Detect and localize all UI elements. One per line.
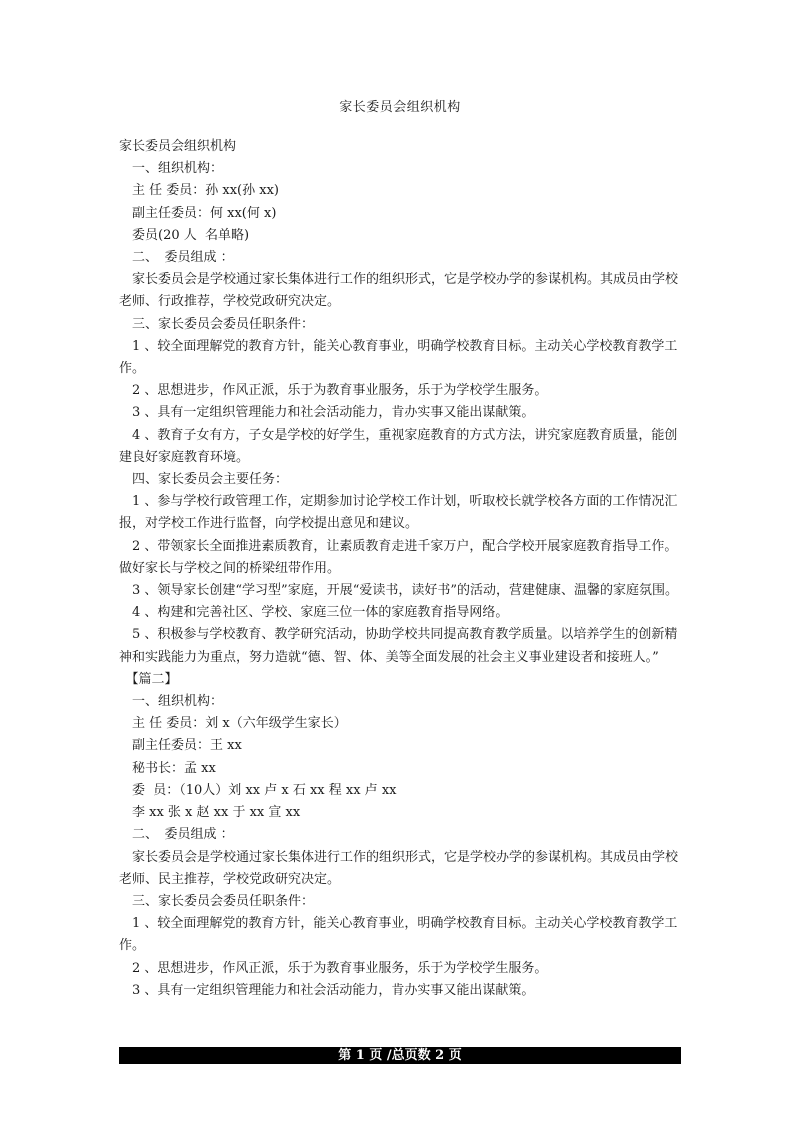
body-paragraph: 家长委员会是学校通过家长集体进行工作的组织形式，它是学校办学的参谋机构。其成员由学校老师、民主推荐，学校党政研究决定。 — [119, 849, 679, 887]
body-line: 主 任 委员：孙 xx(孙 xx) — [119, 183, 279, 199]
body-paragraph: 5 、积极参与学校教育、教学研究活动，协助学校共同提高教育教学质量。以培养学生的创新精神和实践能力为重点，努力造就“德、智、体、美等全面发展的社会主义事业建设者和接班人。” — [119, 627, 678, 665]
body-line: 委 员：（10人）刘 xx 卢 x 石 xx 程 xx 卢 xx — [119, 782, 397, 798]
body-paragraph: 1 、较全面理解党的教育方针，能关心教育事业，明确学校教育目标。主动关心学校教育教学工作。 — [119, 338, 678, 377]
body-line: 2 、思想进步，作风正派，乐于为教育事业服务，乐于为学校学生服务。 — [119, 383, 548, 399]
body-line: 副主任委员：何 xx(何 x) — [119, 205, 277, 221]
page-footer: 第 1 页 /总页数 2 页 — [119, 1047, 681, 1064]
body-paragraph: 家长委员会是学校通过家长集体进行工作的组织形式，它是学校办学的参谋机构。其成员由学校老师、行政推荐，学校党政研究决定。 — [119, 272, 679, 310]
body-paragraph: 3 、领导家长创建“学习型”家庭，开展“爱读书，读好书”的活动，营建健康、温馨的家庭氛围。 — [119, 583, 678, 599]
section-heading: 【篇二】 — [119, 671, 178, 687]
page-title: 家长委员会组织机构 — [339, 100, 461, 115]
body-line: 三、家长委员会委员任职条件： — [119, 316, 315, 332]
body-line: 二、 委员组成 ： — [119, 827, 234, 843]
body-line: 三、家长委员会委员任职条件： — [119, 893, 315, 909]
body-line: 4 、构建和完善社区、学校、家庭三位一体的家庭教育指导网络。 — [119, 605, 509, 621]
body-paragraph: 4 、教育子女有方，子女是学校的好学生，重视家庭教育的方式方法，讲究家庭教育质量，能创建良好家庭教育环境。 — [119, 427, 678, 465]
body-paragraph: 1 、参与学校行政管理工作，定期参加讨论学校工作计划，听取校长就学校各方面的工作情况汇报，对学校工作进行监督，向学校提出意见和建议。 — [119, 494, 678, 532]
body-line: 3 、具有一定组织管理能力和社会活动能力，肯办实事又能出谋献策。 — [119, 405, 535, 421]
body-line: 李 xx 张 x 赵 xx 于 xx 宣 xx — [119, 805, 301, 821]
body-line: 副主任委员：王 xx — [119, 738, 242, 754]
body-line: 2 、思想进步，作风正派，乐于为教育事业服务，乐于为学校学生服务。 — [119, 960, 548, 976]
body-line: 3 、具有一定组织管理能力和社会活动能力，肯办实事又能出谋献策。 — [119, 982, 535, 998]
body-line: 委员(20 人 名单略) — [119, 227, 250, 243]
body-line: 二、 委员组成 ： — [119, 250, 234, 266]
body-line: 主 任 委员：刘 x（六年级学生家长） — [119, 716, 347, 732]
body-paragraph: 1 、较全面理解党的教育方针，能关心教育事业，明确学校教育目标。主动关心学校教育教学工作。 — [119, 916, 678, 954]
body-line: 秘书长：孟 xx — [119, 760, 216, 776]
document-body — [119, 136, 687, 1002]
body-line: 四、家长委员会主要任务： — [119, 472, 289, 488]
body-line: 家长委员会组织机构 — [119, 139, 237, 154]
body-line: 一、组织机构： — [119, 694, 224, 710]
body-line: 一、组织机构： — [119, 161, 224, 177]
body-paragraph: 2 、带领家长全面推进素质教育，让素质教育走进千家万户，配合学校开展家庭教育指导工作。做好家长与学校之间的桥梁纽带作用。 — [119, 538, 678, 576]
